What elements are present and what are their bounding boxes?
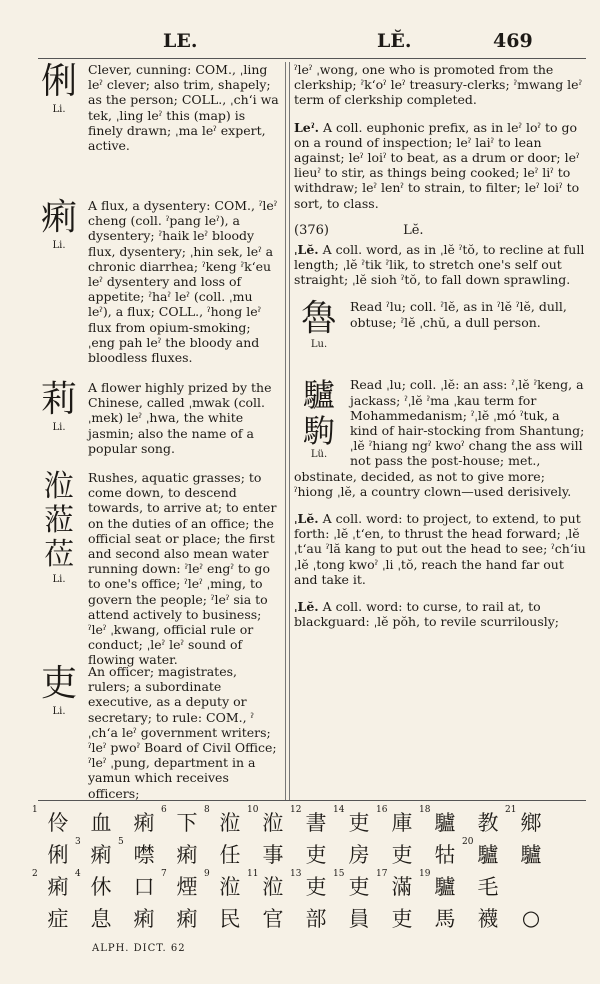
header-left-word: LE. <box>163 30 198 52</box>
grid-cell <box>81 807 121 837</box>
grid-cell <box>296 839 336 869</box>
grid-cell-char: 涖 <box>262 875 284 899</box>
grid-cell-number: 6 <box>161 805 167 815</box>
grid-cell-char: 民 <box>219 907 241 931</box>
grid-cell <box>339 903 379 933</box>
grid-cell <box>253 839 293 869</box>
grid-cell-char: 俐 <box>47 843 69 867</box>
grid-cell-char: 吏 <box>348 875 370 899</box>
grid-cell-char: 吏 <box>305 843 327 867</box>
headword <box>34 62 84 115</box>
section-title: Lĕ. <box>403 222 424 238</box>
entry-li-rushes <box>34 469 280 668</box>
grid-row <box>38 902 588 934</box>
headword <box>34 664 84 717</box>
definition <box>294 242 587 288</box>
grid-cell-char: 襪 <box>477 907 499 931</box>
grid-cell <box>161 805 207 837</box>
grid-cell <box>376 869 422 901</box>
grid-cell-char: 驢 <box>434 811 456 835</box>
headword-char: 魯 <box>300 298 337 340</box>
grid-cell-char: 涖 <box>219 811 241 835</box>
grid-cell-char: 馬 <box>434 907 456 931</box>
headword-reading: Li. <box>52 422 66 433</box>
section-number: (376) <box>294 222 329 238</box>
grid-cell-number: 5 <box>118 837 124 847</box>
grid-cell-char: 涖 <box>219 875 241 899</box>
definition: Read ˀlu; coll. ˀlĕ, as in ˀlĕ ˀlĕ, dull, obtuse; ˀlĕ ˌchŭ, a dull person. <box>350 299 567 330</box>
grid-cell-number: 19 <box>419 869 431 879</box>
grid-cell-number: 15 <box>333 869 345 879</box>
headword <box>34 470 84 585</box>
definition: Read ˌlu; coll. ˌlĕ: an ass: ˀˌlĕ ˀkeng, a jackass; ˀˌlĕ ˀma ˌkau term for Mohammedanism; ˀˌlĕ ˌmó ˀtuk, a kind of hair-stocking from Shantung; ˌlĕ ˀhiang ngˀ kwoˀ chang the ass will not pass the post-house; met., obstinate, decided, as not to give more; ˀhiong ˌlĕ, a country clown—used derisively. <box>294 377 585 499</box>
left-column <box>34 62 280 815</box>
grid-cell-char: 驢 <box>434 875 456 899</box>
grid-cell-number: 14 <box>333 805 345 815</box>
grid-cell <box>339 839 379 869</box>
entry-text: A coll. word: to curse, to rail at, to blackguard: ˌlĕ pŏh, to revile scurrilously; <box>294 599 560 630</box>
headword-char: 俐 <box>40 61 77 102</box>
grid-cell-char: 痢 <box>176 907 198 931</box>
grid-cell-char: 部 <box>305 907 327 931</box>
grid-cell <box>382 839 422 869</box>
grid-cell <box>247 869 293 901</box>
grid-cell <box>511 839 551 869</box>
grid-cell-number: 13 <box>290 869 302 879</box>
grid-cell <box>167 839 207 869</box>
grid-cell-char: 事 <box>262 843 284 867</box>
entry-li-officer <box>34 664 280 801</box>
page-header <box>0 24 600 54</box>
column-divider <box>285 62 290 800</box>
grid-cell <box>505 805 551 837</box>
entry-le-prefix <box>294 120 587 211</box>
grid-cell <box>333 805 379 837</box>
grid-cell <box>425 903 465 933</box>
headword <box>34 380 84 433</box>
grid-cell <box>419 805 465 837</box>
grid-cell-number: 8 <box>204 805 210 815</box>
grid-cell <box>210 903 250 933</box>
definition: A flux, a dysentery: COM., ˀleˀ cheng (coll. ˀpang leˀ), a dysentery; ˀhaik leˀ bloody flux, dysentery; ˌhin sek, leˀ a chronic diarrhea; ˀkeng ˀkʻeu leˀ dysentery and loss of appetite; ˀhaˀ leˀ (coll. ˌmu leˀ), a flux; COLL., ˀhong leˀ flux from opium-smoking; ˌeng pah leˀ the bloody and bloodless fluxes. <box>88 198 278 366</box>
entry-text: A coll. euphonic prefix, as in leˀ loˀ to go on a round of inspection; leˀ laiˀ to lean against; leˀ loiˀ to beat, as a drum or door; leˀ lieuˀ to stir, as things being cooked; leˀ liˀ to withdraw; leˀ lenˀ to strain, to filter; leˀ loiˀ to sort, to class. <box>294 119 580 211</box>
entry-lu-dull <box>294 299 587 365</box>
grid-cell-char: 吏 <box>305 875 327 899</box>
grid-cell <box>296 903 336 933</box>
grid-cell-number: 2 <box>32 869 38 879</box>
grid-cell-number: 16 <box>376 805 388 815</box>
definition: An officer; magistrates, rulers; a subordinate executive, as a deputy or secretary; to rule: COM., ˀˌchʻa leˀ government writers; ˀleˀ pwoˀ Board of Civil Office; ˀleˀ ˌpung, department in a yamun which receives officers; <box>88 664 277 801</box>
grid-cell <box>210 839 250 869</box>
grid-cell <box>247 805 293 837</box>
grid-cell <box>419 869 465 901</box>
entry-text: A coll. word, as in ˌlĕ ˀtŏ, to recline at full length; ˌlĕ ˀtik ˀlik, to stretch one's self out straight; ˌlĕ sioh ˀtŏ, to fall down sprawling. <box>294 241 585 288</box>
entry-word: Leˀ. <box>294 119 320 135</box>
grid-cell <box>376 805 422 837</box>
entry-le-project <box>294 511 587 587</box>
grid-cell-char: 吏 <box>348 811 370 835</box>
grid-cell <box>161 869 207 901</box>
entry-le-recline <box>294 242 587 288</box>
grid-cell <box>462 837 508 869</box>
grid-cell-char: 涖 <box>262 811 284 835</box>
grid-cell <box>124 807 164 837</box>
grid-cell-char: 伶 <box>47 811 69 835</box>
grid-cell-char: 吏 <box>391 843 413 867</box>
grid-cell <box>81 903 121 933</box>
grid-cell-char: 官 <box>262 907 284 931</box>
headword-char: 驢 駒 <box>302 376 335 451</box>
grid-cell-char: 員 <box>348 907 370 931</box>
grid-cell <box>468 903 508 933</box>
headword-reading: Li. <box>52 706 66 717</box>
header-right-word: LĔ. <box>377 30 412 52</box>
entry-lu-ass <box>294 377 587 499</box>
entry-li-clever <box>34 62 280 184</box>
entry-le-curse <box>294 599 587 629</box>
grid-cell <box>253 903 293 933</box>
grid-cell-number: 1 <box>32 805 38 815</box>
grid-cell-char: 鄉 <box>520 811 542 835</box>
grid-cell-char: 吏 <box>391 907 413 931</box>
page-number: 469 <box>493 30 533 52</box>
grid-cell <box>468 807 508 837</box>
grid-cell-char: 症 <box>47 907 69 931</box>
grid-cell-number: 7 <box>161 869 167 879</box>
grid-row <box>38 838 588 870</box>
grid-cell-char: 毛 <box>477 875 499 899</box>
headword-reading: Li. <box>52 240 66 251</box>
grid-cell <box>167 903 207 933</box>
signature-mark: ALPH. DICT. 62 <box>92 943 186 954</box>
grid-cell-char: 驢 <box>477 843 499 867</box>
grid-cell <box>124 871 164 901</box>
entry-word: ˌLĕ. <box>294 241 319 257</box>
grid-cell-number: 4 <box>75 869 81 879</box>
grid-cell <box>38 903 78 933</box>
grid-cell <box>75 869 121 901</box>
definition <box>294 511 587 587</box>
headword-reading: Li. <box>52 104 66 115</box>
grid-cell-number: 18 <box>419 805 431 815</box>
entry-li-flux <box>34 198 280 366</box>
headword-reading: Lü. <box>310 449 328 461</box>
grid-cell-char: 痢 <box>133 811 155 835</box>
grid-rule <box>38 800 586 801</box>
definition: Rushes, aquatic grasses; to come down, to descend towards, to arrive at; to enter on the duties of an office; the official seat or place; the first and second also mean water running down: ˀleˀ engˀ to go to one's office; ˀleˀ ˌming, to govern the people; ˀleˀ sia to attend actively to business; ˀleˀ ˌkwang, official rule or conduct; ˌleˀ leˀ sound of flowing water. <box>88 470 277 668</box>
grid-cell-char: 房 <box>348 843 370 867</box>
grid-cell-number: 11 <box>247 869 259 879</box>
grid-cell-char: 教 <box>477 811 499 835</box>
grid-cell <box>204 805 250 837</box>
entry-text: A coll. word: to project, to extend, to put forth: ˌlĕ ˌtʻen, to thrust the head forward; ˌlĕ ˌtʻau ˀlă kang to put out the head to see; ˀchʻiu ˌlĕ ˌtong kwoˀ ˌli ˌtŏ, reach the hand far out and take it. <box>294 511 586 587</box>
grid-cell <box>511 906 551 930</box>
grid-cell-char: 息 <box>90 907 112 931</box>
section-heading <box>294 223 587 238</box>
entry-li-jasmin <box>34 380 280 456</box>
headword-reading: Lu. <box>310 339 328 351</box>
headword-char: 涖 蒞 莅 <box>44 469 74 572</box>
definition: ˀleˀ ˌwong, one who is promoted from the clerkship; ˀkʻoˀ leˀ treasury-clerks; ˀmwang leˀ term of clerkship completed. <box>294 62 583 108</box>
grid-cell <box>32 805 78 837</box>
grid-cell <box>124 903 164 933</box>
grid-cell <box>290 805 336 837</box>
grid-cell-char: 痢 <box>47 875 69 899</box>
grid-cell-number: 12 <box>290 805 302 815</box>
definition: A flower highly prized by the Chinese, called ˌmwak (coll. ˌmek) leˀ ˌhwa, the white jasmin; also the name of a popular song. <box>88 380 272 456</box>
definition: Clever, cunning: COM., ˌling leˀ clever; also trim, shapely; as the person; COLL., ˌchʻi wa tek, ˌling leˀ this (map) is finely drawn; ˌma leˀ expert, active. <box>88 62 279 154</box>
grid-row <box>32 805 588 838</box>
grid-cell <box>290 869 336 901</box>
headword-char: 莉 <box>40 379 77 420</box>
grid-cell <box>468 871 508 901</box>
grid-cell-char: 庫 <box>391 811 413 835</box>
grid-row <box>32 869 588 902</box>
headword <box>34 198 84 251</box>
header-rule <box>38 58 586 59</box>
grid-cell <box>333 869 379 901</box>
grid-cell-char: 下 <box>176 811 198 835</box>
grid-cell-number: 21 <box>505 805 517 815</box>
entry-word: ˌLĕ. <box>294 599 319 615</box>
headword <box>294 377 344 460</box>
grid-cell-number: 10 <box>247 805 259 815</box>
grid-cell-char: 牯 <box>434 843 456 867</box>
grid-cell <box>382 903 422 933</box>
headword-char: 痢 <box>40 197 77 238</box>
right-column <box>294 62 587 641</box>
grid-cell-char: 噤 <box>133 843 155 867</box>
grid-cell-char: 驢 <box>520 843 542 867</box>
grid-cell <box>425 839 465 869</box>
grid-cell-number: 17 <box>376 869 388 879</box>
headword-reading: Li. <box>52 574 66 585</box>
grid-cell <box>204 869 250 901</box>
character-index-grid <box>32 805 588 934</box>
grid-cell-char: 痢 <box>176 843 198 867</box>
grid-cell <box>32 869 78 901</box>
continuation <box>294 62 587 108</box>
grid-cell-char: 血 <box>90 811 112 835</box>
grid-cell <box>75 837 121 869</box>
grid-cell-char: 任 <box>219 843 241 867</box>
grid-cell <box>118 837 164 869</box>
grid-cell <box>38 839 78 869</box>
grid-cell-number: 9 <box>204 869 210 879</box>
grid-cell-char: 書 <box>305 811 327 835</box>
grid-cell-char: 煙 <box>176 875 198 899</box>
grid-cell-char: 痢 <box>90 843 112 867</box>
headword-char: 吏 <box>40 663 77 704</box>
definition <box>294 599 587 629</box>
grid-cell-char: 口 <box>133 875 155 899</box>
grid-cell-number: 3 <box>75 837 81 847</box>
grid-cell-char: 休 <box>90 875 112 899</box>
headword <box>294 299 344 350</box>
definition <box>294 120 587 211</box>
entry-word: ˌLĕ. <box>294 511 319 527</box>
grid-cell-char: ○ <box>521 906 541 930</box>
grid-cell-char: 痢 <box>133 907 155 931</box>
grid-cell-char: 滿 <box>391 875 413 899</box>
grid-cell-number: 20 <box>462 837 474 847</box>
